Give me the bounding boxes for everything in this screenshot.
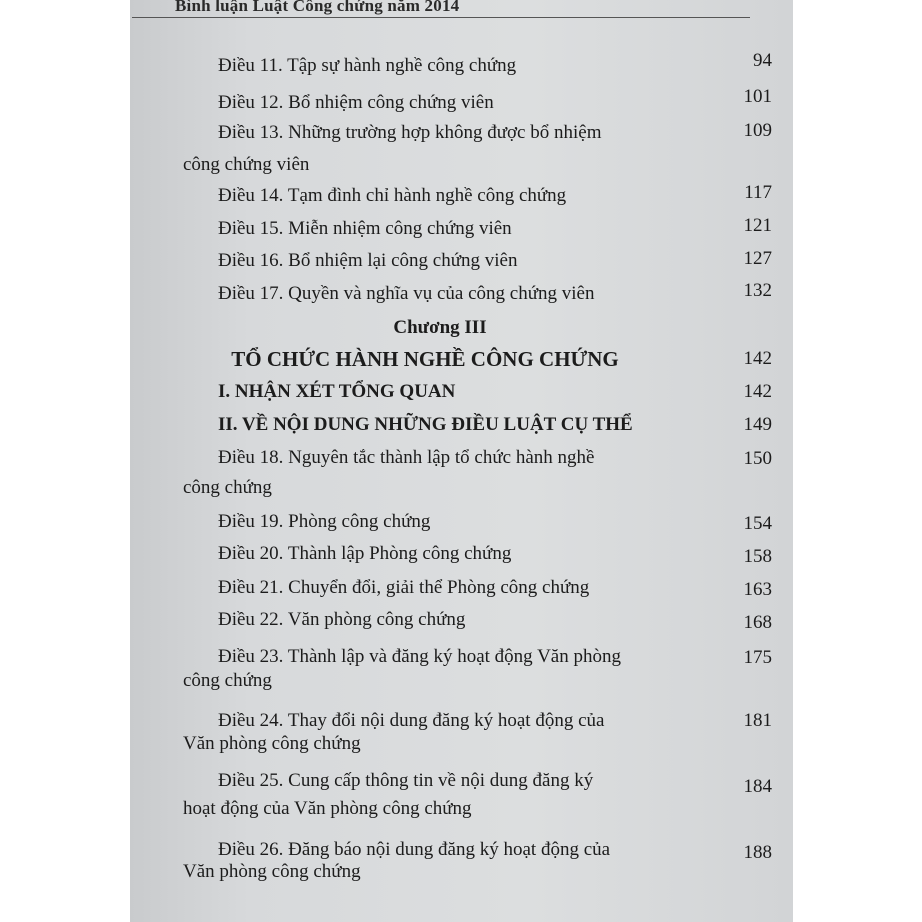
toc-entry-24-cont: Văn phòng công chứng [183, 733, 361, 754]
toc-entry-15: Điều 15. Miễn nhiệm công chứng viên [218, 218, 512, 239]
toc-page-26: 188 [743, 842, 772, 863]
toc-page-18: 150 [743, 448, 772, 469]
section-content: II. VỀ NỘI DUNG NHỮNG ĐIỀU LUẬT CỤ THỂ [218, 414, 633, 435]
toc-entry-23: Điều 23. Thành lập và đăng ký hoạt động Văn phòng [218, 646, 621, 667]
chapter-title: TỔ CHỨC HÀNH NGHỀ CÔNG CHỨNG [231, 347, 619, 371]
toc-page-21: 163 [743, 579, 772, 600]
toc-entry-18: Điều 18. Nguyên tắc thành lập tổ chức hành nghề [218, 447, 595, 468]
toc-page-15: 121 [743, 215, 772, 236]
section-overview: I. NHẬN XÉT TỔNG QUAN [218, 381, 456, 402]
toc-entry-25: Điều 25. Cung cấp thông tin về nội dung đăng ký [218, 770, 594, 791]
toc-page-17: 132 [743, 280, 772, 301]
toc-entry-24: Điều 24. Thay đổi nội dung đăng ký hoạt động của [218, 710, 605, 731]
page-margin-background [793, 0, 922, 922]
toc-page-20: 158 [743, 546, 772, 567]
toc-page-19: 154 [743, 513, 772, 534]
toc-page-11: 94 [753, 50, 772, 71]
toc-page-16: 127 [743, 248, 772, 269]
toc-entry-22: Điều 22. Văn phòng công chứng [218, 609, 466, 630]
chapter-title-page: 142 [743, 348, 772, 369]
toc-entry-19: Điều 19. Phòng công chứng [218, 511, 431, 532]
chapter-label: Chương III [393, 317, 487, 338]
toc-entry-13: Điều 13. Những trường hợp không được bổ nhiệm [218, 122, 602, 143]
toc-entry-25-cont: hoạt động của Văn phòng công chứng [183, 798, 472, 819]
toc-entry-18-cont: công chứng [183, 477, 272, 498]
toc-entry-26-cont: Văn phòng công chứng [183, 861, 361, 882]
toc-entry-11: Điều 11. Tập sự hành nghề công chứng [218, 55, 517, 76]
toc-page-23: 175 [743, 647, 772, 668]
header-rule [132, 17, 750, 18]
toc-entry-16: Điều 16. Bổ nhiệm lại công chứng viên [218, 250, 518, 271]
toc-page-12: 101 [743, 86, 772, 107]
running-header: Bình luận Luật Công chứng năm 2014 [175, 0, 460, 15]
section-content-page: 149 [743, 414, 772, 435]
section-overview-page: 142 [743, 381, 772, 402]
toc-entry-21: Điều 21. Chuyển đổi, giải thể Phòng công chứng [218, 577, 590, 598]
toc-entry-26: Điều 26. Đăng báo nội dung đăng ký hoạt động của [218, 839, 611, 860]
toc-page-24: 181 [743, 710, 772, 731]
toc-entry-23-cont: công chứng [183, 670, 272, 691]
toc-entry-20: Điều 20. Thành lập Phòng công chứng [218, 543, 512, 564]
toc-page-13: 109 [743, 120, 772, 141]
toc-entry-17: Điều 17. Quyền và nghĩa vụ của công chứng viên [218, 283, 595, 304]
toc-page-25: 184 [743, 776, 772, 797]
toc-page-22: 168 [743, 612, 772, 633]
toc-entry-13-cont: công chứng viên [183, 154, 310, 175]
toc-page-14: 117 [744, 182, 772, 203]
toc-entry-14: Điều 14. Tạm đình chỉ hành nghề công chứng [218, 185, 567, 206]
toc-entry-12: Điều 12. Bổ nhiệm công chứng viên [218, 92, 494, 113]
